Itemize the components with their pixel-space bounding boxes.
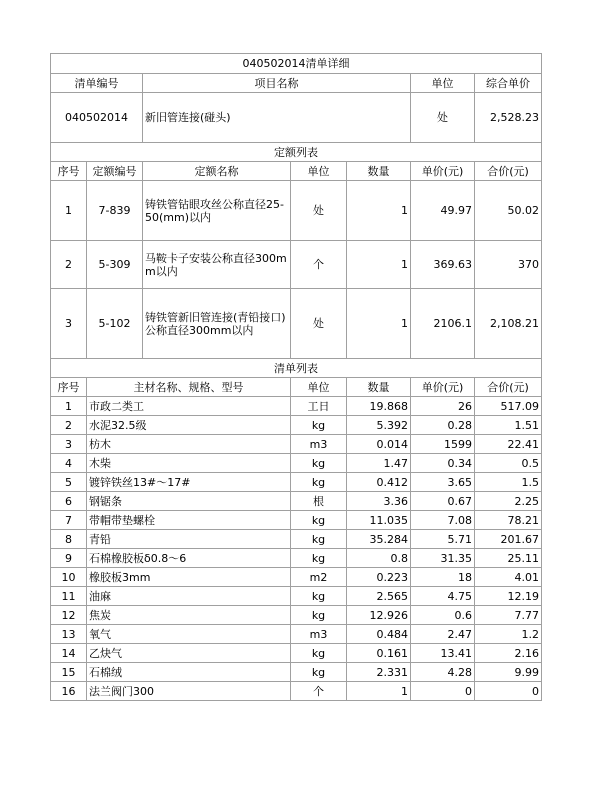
list-row	[51, 644, 542, 663]
bill-detail-table	[50, 53, 542, 701]
quota-total-header: 合价(元)	[475, 162, 542, 181]
list-unit: kg	[291, 530, 347, 549]
list-unit: kg	[291, 549, 347, 568]
list-price: 26	[411, 397, 475, 416]
list-qty: 0.8	[347, 549, 411, 568]
list-qty: 2.565	[347, 587, 411, 606]
list-price: 0	[411, 682, 475, 701]
list-row	[51, 416, 542, 435]
list-price: 18	[411, 568, 475, 587]
list-qty: 0.484	[347, 625, 411, 644]
list-price: 31.35	[411, 549, 475, 568]
list-total: 1.51	[475, 416, 542, 435]
list-name: 木柴	[87, 454, 291, 473]
list-total-header: 合价(元)	[475, 378, 542, 397]
bill-header-row	[51, 74, 542, 93]
list-row	[51, 568, 542, 587]
list-seq: 15	[51, 663, 87, 682]
list-unit: 根	[291, 492, 347, 511]
list-name: 枋木	[87, 435, 291, 454]
list-price: 0.34	[411, 454, 475, 473]
list-total: 517.09	[475, 397, 542, 416]
list-unit: kg	[291, 454, 347, 473]
quota-name: 铸铁管新旧管连接(青铅接口)公称直径300mm以内	[143, 289, 291, 359]
list-seq: 10	[51, 568, 87, 587]
list-seq: 13	[51, 625, 87, 644]
quota-qty: 1	[347, 241, 411, 289]
list-seq: 7	[51, 511, 87, 530]
list-total: 1.5	[475, 473, 542, 492]
list-unit: m3	[291, 435, 347, 454]
list-seq: 3	[51, 435, 87, 454]
list-row	[51, 587, 542, 606]
list-price: 0.28	[411, 416, 475, 435]
list-row	[51, 682, 542, 701]
list-qty: 5.392	[347, 416, 411, 435]
list-seq: 16	[51, 682, 87, 701]
list-total: 0	[475, 682, 542, 701]
list-unit: kg	[291, 663, 347, 682]
list-total: 1.2	[475, 625, 542, 644]
list-row	[51, 492, 542, 511]
list-price: 7.08	[411, 511, 475, 530]
quota-row	[51, 181, 542, 241]
list-name: 石棉绒	[87, 663, 291, 682]
list-name: 钢锯条	[87, 492, 291, 511]
list-name: 带帽带垫螺栓	[87, 511, 291, 530]
quota-price: 49.97	[411, 181, 475, 241]
list-row	[51, 606, 542, 625]
list-total: 78.21	[475, 511, 542, 530]
list-qty: 0.412	[347, 473, 411, 492]
list-total: 2.16	[475, 644, 542, 663]
list-price: 0.67	[411, 492, 475, 511]
list-qty: 11.035	[347, 511, 411, 530]
bill-code: 040502014	[51, 93, 143, 143]
list-unit-header: 单位	[291, 378, 347, 397]
list-unit: kg	[291, 644, 347, 663]
quota-seq: 2	[51, 241, 87, 289]
quota-qty: 1	[347, 289, 411, 359]
bill-name-header: 项目名称	[143, 74, 411, 93]
quota-unit: 处	[291, 289, 347, 359]
list-seq: 8	[51, 530, 87, 549]
quota-section-row	[51, 143, 542, 162]
list-price: 0.6	[411, 606, 475, 625]
list-row	[51, 625, 542, 644]
list-name: 法兰阀门300	[87, 682, 291, 701]
quota-name: 铸铁管钻眼攻丝公称直径25-50(mm)以内	[143, 181, 291, 241]
quota-code: 5-102	[87, 289, 143, 359]
list-unit: 工日	[291, 397, 347, 416]
list-seq: 2	[51, 416, 87, 435]
quota-row	[51, 241, 542, 289]
list-name: 市政二类工	[87, 397, 291, 416]
quota-code: 7-839	[87, 181, 143, 241]
list-qty: 0.161	[347, 644, 411, 663]
list-name: 橡胶板3mm	[87, 568, 291, 587]
list-name-header: 主材名称、规格、型号	[87, 378, 291, 397]
list-seq: 14	[51, 644, 87, 663]
quota-total: 370	[475, 241, 542, 289]
list-qty: 12.926	[347, 606, 411, 625]
list-unit: kg	[291, 587, 347, 606]
list-qty: 0.014	[347, 435, 411, 454]
quota-section-title: 定额列表	[51, 143, 542, 162]
list-price-header: 单价(元)	[411, 378, 475, 397]
bill-unit: 处	[411, 93, 475, 143]
quota-price: 369.63	[411, 241, 475, 289]
quota-qty-header: 数量	[347, 162, 411, 181]
list-seq: 12	[51, 606, 87, 625]
table-title: 040502014清单详细	[51, 54, 542, 74]
bill-name: 新旧管连接(碰头)	[143, 93, 411, 143]
quota-seq: 1	[51, 181, 87, 241]
list-row	[51, 530, 542, 549]
list-total: 0.5	[475, 454, 542, 473]
list-qty: 35.284	[347, 530, 411, 549]
list-qty: 2.331	[347, 663, 411, 682]
list-total: 4.01	[475, 568, 542, 587]
list-row	[51, 435, 542, 454]
list-price: 3.65	[411, 473, 475, 492]
list-seq: 4	[51, 454, 87, 473]
list-row	[51, 397, 542, 416]
list-total: 25.11	[475, 549, 542, 568]
list-unit: m2	[291, 568, 347, 587]
list-unit: kg	[291, 416, 347, 435]
list-total: 201.67	[475, 530, 542, 549]
quota-name: 马鞍卡子安装公称直径300mm以内	[143, 241, 291, 289]
list-price: 2.47	[411, 625, 475, 644]
list-qty: 1	[347, 682, 411, 701]
list-total: 9.99	[475, 663, 542, 682]
bill-price-header: 综合单价	[475, 74, 542, 93]
list-price: 4.75	[411, 587, 475, 606]
quota-qty: 1	[347, 181, 411, 241]
list-price: 5.71	[411, 530, 475, 549]
quota-unit-header: 单位	[291, 162, 347, 181]
list-name: 水泥32.5级	[87, 416, 291, 435]
list-price: 13.41	[411, 644, 475, 663]
bill-price: 2,528.23	[475, 93, 542, 143]
list-row	[51, 663, 542, 682]
list-unit: kg	[291, 473, 347, 492]
list-header-row	[51, 378, 542, 397]
quota-unit: 个	[291, 241, 347, 289]
list-row	[51, 511, 542, 530]
quota-name-header: 定额名称	[143, 162, 291, 181]
list-name: 青铅	[87, 530, 291, 549]
list-section-row	[51, 359, 542, 378]
list-seq-header: 序号	[51, 378, 87, 397]
quota-total: 2,108.21	[475, 289, 542, 359]
list-total: 2.25	[475, 492, 542, 511]
quota-total: 50.02	[475, 181, 542, 241]
list-name: 焦炭	[87, 606, 291, 625]
quota-row	[51, 289, 542, 359]
list-seq: 9	[51, 549, 87, 568]
list-seq: 5	[51, 473, 87, 492]
quota-code-header: 定额编号	[87, 162, 143, 181]
list-total: 7.77	[475, 606, 542, 625]
list-name: 镀锌铁丝13#～17#	[87, 473, 291, 492]
quota-seq: 3	[51, 289, 87, 359]
bill-code-header: 清单编号	[51, 74, 143, 93]
quota-code: 5-309	[87, 241, 143, 289]
list-row	[51, 549, 542, 568]
title-row	[51, 54, 542, 74]
list-qty: 19.868	[347, 397, 411, 416]
bill-item-row	[51, 93, 542, 143]
bill-unit-header: 单位	[411, 74, 475, 93]
list-name: 乙炔气	[87, 644, 291, 663]
quota-price-header: 单价(元)	[411, 162, 475, 181]
quota-seq-header: 序号	[51, 162, 87, 181]
quota-unit: 处	[291, 181, 347, 241]
list-unit: kg	[291, 606, 347, 625]
list-total: 22.41	[475, 435, 542, 454]
quota-price: 2106.1	[411, 289, 475, 359]
list-unit: 个	[291, 682, 347, 701]
list-name: 氧气	[87, 625, 291, 644]
list-unit: kg	[291, 511, 347, 530]
list-name: 石棉橡胶板δ0.8～6	[87, 549, 291, 568]
list-total: 12.19	[475, 587, 542, 606]
list-section-title: 清单列表	[51, 359, 542, 378]
list-price: 1599	[411, 435, 475, 454]
quota-header-row	[51, 162, 542, 181]
list-name: 油麻	[87, 587, 291, 606]
list-qty-header: 数量	[347, 378, 411, 397]
list-qty: 1.47	[347, 454, 411, 473]
list-row	[51, 473, 542, 492]
list-row	[51, 454, 542, 473]
list-qty: 0.223	[347, 568, 411, 587]
list-seq: 11	[51, 587, 87, 606]
list-qty: 3.36	[347, 492, 411, 511]
list-seq: 1	[51, 397, 87, 416]
list-seq: 6	[51, 492, 87, 511]
list-price: 4.28	[411, 663, 475, 682]
list-unit: m3	[291, 625, 347, 644]
